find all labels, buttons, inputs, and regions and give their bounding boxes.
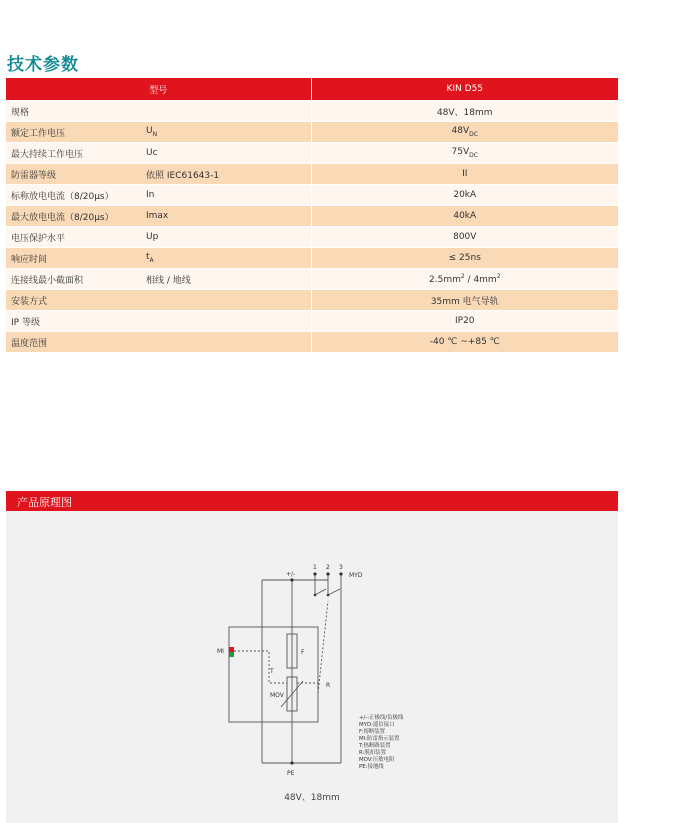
param-value: -40 ℃ ~+85 ℃ xyxy=(311,332,618,353)
value-sup-2: 2 xyxy=(496,273,501,280)
section-title-spec: 技术参数 xyxy=(7,55,79,75)
label-t: T xyxy=(270,668,274,675)
label-mi: MI xyxy=(217,648,224,655)
label-top: +/- xyxy=(286,571,296,578)
param-name: 防雷器等级 xyxy=(6,164,146,185)
label-r: R xyxy=(326,682,331,689)
label-terminal-1: 1 xyxy=(313,564,317,571)
param-value xyxy=(311,143,618,164)
param-name: 连接线最小截面积 xyxy=(6,269,146,290)
table-row xyxy=(6,101,618,122)
legend-item: R:脱扣装置 xyxy=(359,750,386,756)
section-bar-diagram xyxy=(6,491,618,511)
param-value: 40kA xyxy=(311,206,618,227)
table-row xyxy=(6,290,618,311)
param-symbol: 相线 / 地线 xyxy=(146,269,311,290)
param-name: 响应时间 xyxy=(6,248,146,269)
label-f: F xyxy=(301,649,305,656)
label-mov: MOV xyxy=(270,692,284,699)
legend-item: T:热断路装置 xyxy=(359,743,391,749)
trip-to-switch xyxy=(318,601,331,693)
param-name: 标称放电电流（8/20μs） xyxy=(6,185,146,206)
symbol-sub: A xyxy=(149,256,154,264)
spec-table-header xyxy=(6,78,618,101)
legend-item: PE:接地线 xyxy=(359,764,384,770)
param-name: 额定工作电压 xyxy=(6,122,146,143)
label-myd: MYD xyxy=(349,572,363,579)
param-symbol: 依照 IEC61643-1 xyxy=(146,164,311,185)
contact-dot xyxy=(327,594,330,597)
table-row xyxy=(6,269,618,290)
value-sub: DC xyxy=(469,130,478,138)
param-symbol: Up xyxy=(146,227,311,248)
terminal-3-dot xyxy=(339,572,342,575)
param-value: 800V xyxy=(311,227,618,248)
param-symbol xyxy=(146,290,311,311)
header-model-value: KIN D55 xyxy=(311,78,618,101)
terminal-pe xyxy=(290,761,293,764)
table-row xyxy=(6,332,618,353)
table-row xyxy=(6,185,618,206)
param-value: 48V、18mm xyxy=(311,101,618,122)
label-pe: PE xyxy=(287,770,295,777)
contact-dot xyxy=(314,594,317,597)
param-value: 35mm 电气导轨 xyxy=(311,290,618,311)
symbol-sub: N xyxy=(152,130,158,138)
table-row xyxy=(6,164,618,185)
legend-item: MYD:遥信接口 xyxy=(359,722,395,728)
section-title-diagram: 产品原理图 xyxy=(17,496,72,509)
legend-item: MOV:压敏电阻 xyxy=(359,757,395,763)
param-value: 20kA xyxy=(311,185,618,206)
param-symbol: Uc xyxy=(146,143,311,164)
value-text: 2.5mm xyxy=(429,275,461,285)
value-text-2: / 4mm xyxy=(464,275,497,285)
value-sup: 2 xyxy=(460,273,465,280)
legend-item: MI:防雷指示装置 xyxy=(359,736,400,742)
table-row xyxy=(6,227,618,248)
label-terminal-2: 2 xyxy=(326,564,330,571)
param-value xyxy=(311,269,618,290)
value-sub: DC xyxy=(469,151,478,159)
param-name: 电压保护水平 xyxy=(6,227,146,248)
table-row xyxy=(6,311,618,332)
param-name: 安装方式 xyxy=(6,290,146,311)
param-symbol xyxy=(146,248,311,269)
switch-contact xyxy=(315,589,326,595)
switch-contact-2 xyxy=(328,589,340,595)
table-row xyxy=(6,248,618,269)
terminal-main xyxy=(290,578,293,581)
thermal-link xyxy=(234,651,287,683)
terminal-1-dot xyxy=(313,572,316,575)
header-model-label: 型号 xyxy=(6,78,311,101)
param-value: ≤ 25ns xyxy=(311,248,618,269)
spec-table xyxy=(6,78,618,352)
param-name: 温度范围 xyxy=(6,332,146,353)
param-value: II xyxy=(311,164,618,185)
schematic-diagram xyxy=(6,511,618,823)
param-symbol xyxy=(146,122,311,143)
table-row xyxy=(6,122,618,143)
indicator-green xyxy=(229,652,234,657)
indicator-red xyxy=(229,647,234,652)
param-symbol: In xyxy=(146,185,311,206)
param-name: 最大放电电流（8/20μs） xyxy=(6,206,146,227)
legend-item: +/-:正极线/负极线 xyxy=(359,715,404,721)
param-value: IP20 xyxy=(311,311,618,332)
param-symbol xyxy=(146,332,311,353)
param-value xyxy=(311,122,618,143)
table-row xyxy=(6,143,618,164)
table-row xyxy=(6,206,618,227)
param-symbol xyxy=(146,311,311,332)
symbol-text: U xyxy=(146,126,153,137)
param-name: IP 等级 xyxy=(6,311,146,332)
legend-item: F:熔断装置 xyxy=(359,729,386,735)
diagram-caption: 48V、18mm xyxy=(284,793,340,803)
param-name: 规格 xyxy=(6,101,146,122)
label-terminal-3: 3 xyxy=(339,564,343,571)
symbol-text: t xyxy=(146,252,150,263)
terminal-2-dot xyxy=(326,572,329,575)
value-text: 75V xyxy=(451,147,470,158)
param-symbol xyxy=(146,101,311,122)
param-name: 最大持续工作电压 xyxy=(6,143,146,164)
diagram-area xyxy=(6,511,618,823)
diagram-legend xyxy=(358,713,404,770)
value-text: 48V xyxy=(451,126,470,137)
param-symbol: Imax xyxy=(146,206,311,227)
